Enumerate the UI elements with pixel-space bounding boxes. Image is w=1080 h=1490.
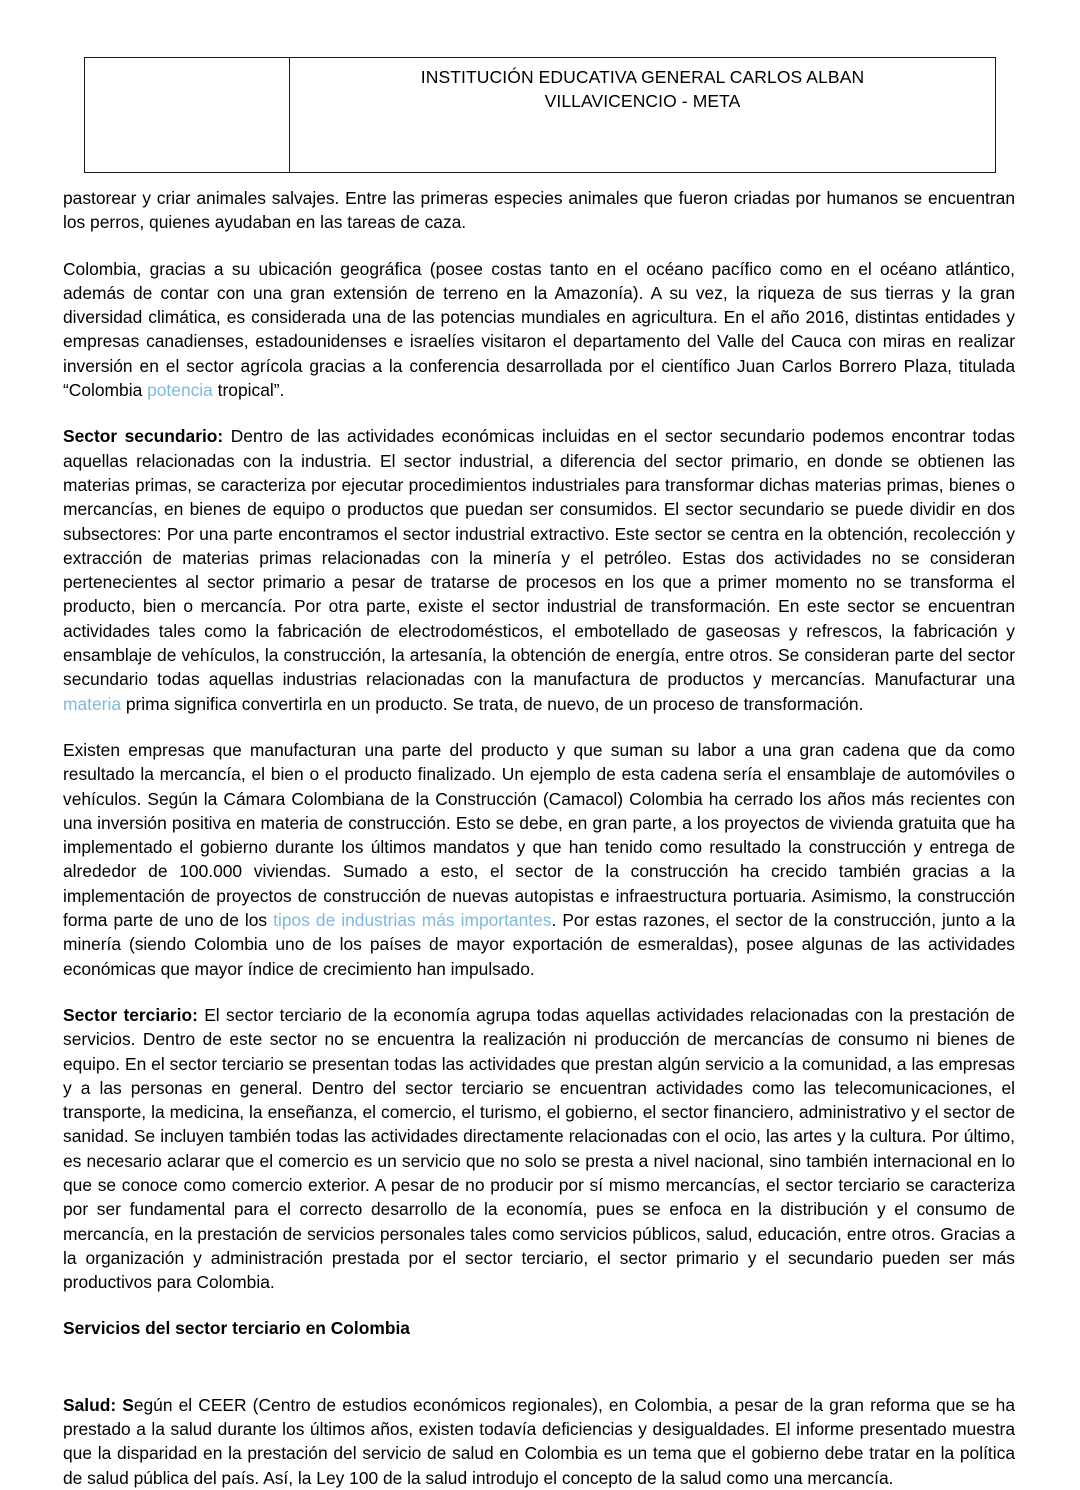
salud-label: Salud: S <box>63 1394 134 1415</box>
heading-spacer <box>63 1341 1015 1393</box>
header-table-row <box>85 58 996 173</box>
sector-secundario-text-2: prima significa convertirla en un producto. Se trata, de nuevo, de un proceso de transformación. <box>121 693 864 714</box>
link-potencia[interactable]: potencia <box>147 380 213 401</box>
header-logo-cell <box>85 58 290 173</box>
document-body <box>63 186 1015 1490</box>
header-title-cell <box>290 58 996 173</box>
paragraph-colombia-text-2: tropical”. <box>212 380 285 401</box>
paragraph-continued: pastorear y criar animales salvajes. Entre las primeras especies animales que fueron criadas por humanos se encuentran los perros, quienes ayudaban en las tareas de caza. <box>63 188 1015 233</box>
link-tipos-de-industrias[interactable]: tipos de industrias más importantes <box>273 910 552 931</box>
paragraph-salud <box>63 1393 1015 1490</box>
heading-servicios-sector-terciario: Servicios del sector terciario en Colombia <box>63 1318 410 1339</box>
paragraph-colombia-text-1: Colombia, gracias a su ubicación geográfica (posee costas tanto en el océano pacífico como en el océano atlántico, además de contar con una gran extensión de terreno en la Amazonía). A su vez, la riqueza de sus tierras y la gran diversidad climática, es considerada una de las potencias mundiales en agricultura. En el año 2016, distintas entidades y empresas canadienses, estadounidenses e israelíes visitaron el departamento del Valle del Cauca con miras en realizar inversión en el sector agrícola gracias a la conferencia desarrollada por el científico Juan Carlos Borrero Plaza, titulada “Colombia <box>63 258 1015 401</box>
paragraph-colombia <box>63 257 1015 403</box>
institution-location-line2: VILLAVICENCIO - META <box>544 91 741 111</box>
link-materia[interactable]: materia <box>63 693 121 714</box>
document-header-table <box>84 57 996 173</box>
empresas-text-1: Existen empresas que manufacturan una parte del producto y que suman su labor a una gran cadena que da como resultado la mercancía, el bien o el producto finalizado. Un ejemplo de esta cadena sería el ensamblaje de automóviles o vehículos. Según la Cámara Colombiana de la Construcción (Camacol) Colombia ha cerrado los años más recientes con una inversión positiva en materia de construcción. Esto se debe, en gran parte, a los proyectos de vivienda gratuita que ha implementado el gobierno durante los últimos mandatos y que han tenido como resultado la construcción y entrega de alrededor de 100.000 viviendas. Sumado a esto, el sector de la construcción ha crecido también gracias a la implementación de proyectos de construcción de nuevas autopistas e infraestructura portuaria. Asimismo, la construcción forma parte de uno de los <box>63 739 1015 931</box>
sector-terciario-text: El sector terciario de la economía agrupa todas aquellas actividades relacionadas con la prestación de servicios. Dentro de este sector no se encuentra la realización ni producción de mercancías de consumo ni bienes de equipo. En el sector terciario se presentan todas las actividades que prestan algún servicio a la comunidad, a las empresas y a las personas en general. Dentro del sector terciario se encuentran actividades como las telecomunicaciones, el transporte, la medicina, la enseñanza, el comercio, el turismo, el gobierno, el sector financiero, administrativo y el sector de sanidad. Se incluyen también todas las actividades directamente relacionadas con el ocio, las artes y la cultura. Por último, es necesario aclarar que el comercio es un servicio que no solo se presta a nivel nacional, sino también internacional en lo que se conoce como comercio exterior. A pesar de no producir por sí mismo mercancías, el sector terciario se caracteriza por ser fundamental para el correcto desarrollo de la economía, pues se enfoca en la distribución y el consumo de mercancía, en la prestación de servicios personales tales como servicios públicos, salud, educación, entre otros. Gracias a la organización y administración prestada por el sector terciario, el sector primario y el secundario pueden ser más productivos para Colombia. <box>63 1004 1015 1293</box>
empresas-text-2: . Por estas razones, el sector de la construcción, junto a la minería (siendo Colombia uno de los países de mayor exportación de esmeraldas), posee algunas de las actividades económicas que mayor índice de crecimiento han impulsado. <box>63 910 1016 979</box>
sector-secundario-text-1: Dentro de las actividades económicas incluidas en el sector secundario podemos encontrar todas aquellas relacionadas con la industria. El sector industrial, a diferencia del sector primario, en donde se obtienen las materias primas, se caracteriza por ejecutar procedimientos industriales para transformar dichas materias primas, bienes o mercancías, en bienes de equipo o productos que puedan ser consumidos. El sector secundario se puede dividir en dos subsectores: Por una parte encontramos el sector industrial extractivo. Este sector se centra en la obtención, recolección y extracción de materias primas relacionadas con la minería y el petróleo. Estas dos actividades no se consideran pertenecientes al sector primario a pesar de tratarse de procesos en los que a primer momento no se transforma el producto, bien o mercancía. Por otra parte, existe el sector industrial de transformación. En este sector se encuentran actividades tales como la fabricación de electrodomésticos, el embotellado de gaseosas y refrescos, la fabricación y ensamblaje de vehículos, la construcción, la artesanía, la obtención de energía, entre otros. Se consideran parte del sector secundario todas aquellas industrias relacionadas con la manufactura de productos y mercancías. Manufacturar una <box>63 426 1016 690</box>
paragraph-empresas-manufactura <box>63 738 1015 981</box>
institution-name-line1: INSTITUCIÓN EDUCATIVA GENERAL CARLOS ALBAN <box>420 67 865 87</box>
sector-secundario-label: Sector secundario: <box>63 426 224 447</box>
sector-terciario-label: Sector terciario: <box>63 1004 198 1025</box>
paragraph-sector-terciario <box>63 1003 1015 1295</box>
paragraph-sector-secundario <box>63 424 1015 716</box>
salud-text: egún el CEER (Centro de estudios económicos regionales), en Colombia, a pesar de la gran reforma que se ha prestado a la salud durante los últimos años, existen todavía deficiencias y desigualdades. El informe presentado muestra que la disparidad en la prestación del servicio de salud en Colombia es un tema que el gobierno debe tratar en la política de salud pública del país. Así, la Ley 100 de la salud introdujo el concepto de la salud como una mercancía. <box>63 1394 1015 1488</box>
